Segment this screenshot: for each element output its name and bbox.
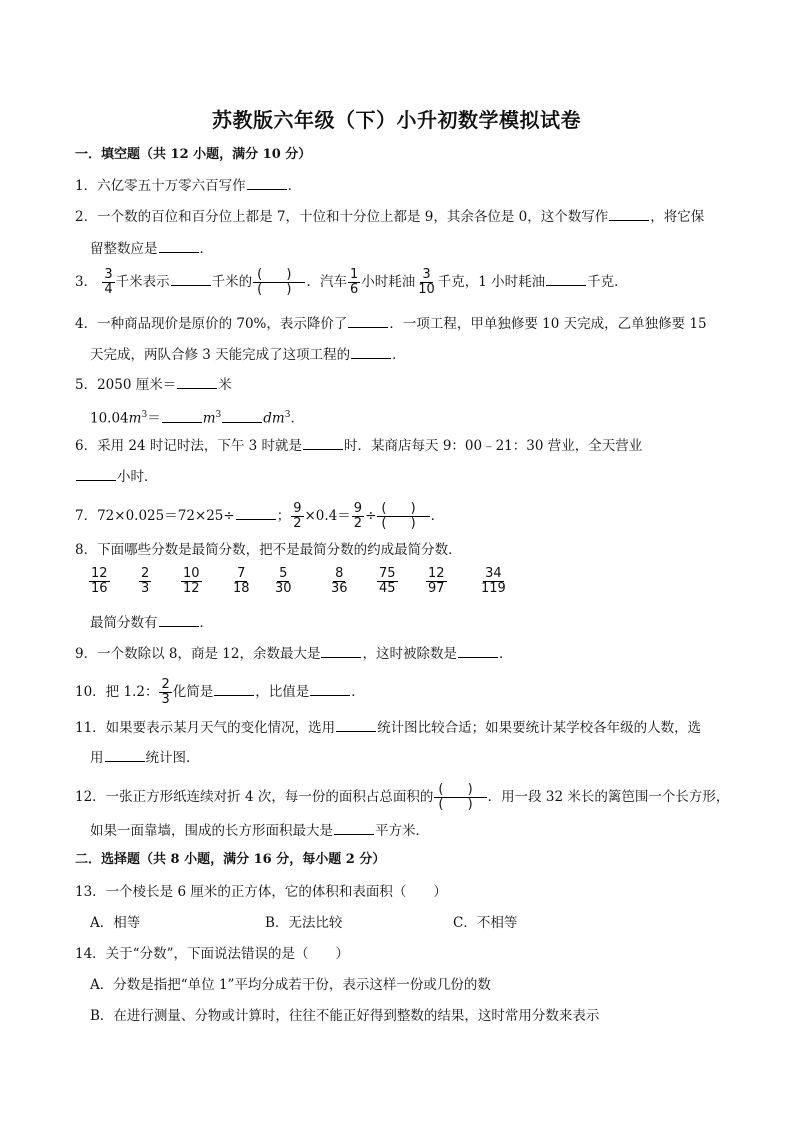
q6-text: 时．某商店每天 9：00﹣21：30 营业，全天营业 — [344, 438, 643, 454]
answer-blank[interactable] — [159, 612, 199, 627]
section-heading-choice: 二．选择题（共 8 小题，满分 16 分，每小题 2 分） — [75, 852, 386, 867]
q9-text: ，这时被除数是 — [362, 646, 457, 662]
answer-blank[interactable] — [177, 374, 217, 389]
q3-text: 小时耗油 — [361, 274, 416, 290]
q13-option-a[interactable]: A．相等 — [90, 915, 141, 931]
question-7 — [75, 502, 444, 531]
question-4 — [75, 313, 707, 334]
question-9 — [75, 643, 512, 664]
q14-option-b[interactable]: B．在进行测量、分物或计算时，往往不能正好得到整数的结果，这时常用分数来表示 — [90, 1008, 600, 1024]
q8-end: ． — [199, 615, 213, 631]
q5-value: 10.04 — [90, 410, 129, 427]
q4-end: ． — [392, 347, 406, 363]
answer-blank[interactable] — [222, 408, 262, 423]
answer-blank[interactable] — [321, 643, 361, 658]
answer-blank[interactable] — [310, 681, 350, 696]
fraction: $\frac{9}{2}$ — [293, 501, 302, 531]
fraction: $\frac{2}{3}$ — [141, 566, 150, 596]
q10-text: ，比值是 — [255, 684, 310, 700]
equals: ＝ — [147, 410, 161, 427]
q5-end: ． — [290, 410, 304, 427]
q4-text: 4．一种商品现价是原价的 70%，表示降价了 — [75, 316, 348, 332]
q11-text: 统计图比较合适；如果要统计某学校各年级的人数，选 — [377, 720, 702, 736]
q5-unit: 米 — [218, 377, 232, 393]
answer-blank[interactable] — [348, 313, 388, 328]
fraction: $\frac{34}{119}$ — [481, 566, 506, 596]
q11-end: 统计图． — [145, 750, 200, 766]
q7-text: ×0.4＝ — [304, 508, 351, 524]
question-11 — [75, 717, 701, 738]
question-2 — [75, 206, 704, 227]
question-12 — [75, 783, 729, 812]
fraction-blank[interactable]: $\frac{( )}{( )}$ — [377, 502, 429, 531]
q3-num: 3． — [75, 274, 98, 290]
q11-text: 11．如果要表示某月天气的变化情况，选用 — [75, 720, 336, 736]
q9-end: ． — [498, 646, 513, 662]
question-5-cont: $10.04m^3= m^3$ $dm^3$． — [90, 405, 304, 429]
q2-text-cont: ，将它保 — [650, 209, 705, 225]
answer-blank[interactable] — [214, 681, 254, 696]
answer-blank[interactable] — [171, 271, 211, 286]
q9-text: 9．一个数除以 8，商是 12，余数最大是 — [75, 646, 321, 662]
q13-option-b[interactable]: B．无法比较 — [265, 915, 343, 931]
q7-end: ． — [430, 508, 445, 524]
question-14: 14．关于“分数”，下面说法错误的是（ ） — [75, 946, 349, 962]
answer-blank[interactable] — [336, 717, 376, 732]
question-5 — [75, 374, 232, 395]
fraction: $\frac{12}{16}$ — [91, 566, 108, 596]
q14-option-a[interactable]: A．分数是指把“单位 1”平均分成若干份，表示这样一份或几份的数 — [90, 977, 491, 993]
q10-end: ． — [351, 684, 365, 700]
q10-text: 10．把 1.2： — [75, 684, 159, 700]
q3-text: 千米表示 — [115, 274, 170, 290]
q11-text: 用 — [90, 750, 104, 766]
question-11-cont — [90, 747, 200, 768]
question-8-answer — [90, 612, 213, 633]
q3-end: 千克． — [587, 274, 628, 290]
q2-text-line2: 留整数应是 — [90, 241, 158, 257]
q3-text: 千克，1 小时耗油 — [437, 274, 546, 290]
question-8: 8．下面哪些分数是最简分数，把不是最简分数的约成最简分数． — [75, 542, 462, 558]
section-heading-fill-blank: 一．填空题（共 12 小题，满分 10 分） — [75, 147, 312, 162]
answer-blank[interactable] — [105, 747, 145, 762]
answer-blank[interactable] — [609, 206, 649, 221]
question-10 — [75, 678, 365, 707]
q4-text: 天完成，两队合修 3 天能完成了这项工程的 — [90, 347, 351, 363]
fraction: $\frac{2}{3}$ — [161, 677, 170, 707]
q2-text: 2．一个数的百位和百分位上都是 7，十位和十分位上都是 9，其余各位是 0，这个数写作 — [75, 209, 609, 225]
q2-end: ． — [199, 241, 213, 257]
q10-text: 化简是 — [172, 684, 214, 700]
fraction: $\frac{12}{97}$ — [428, 566, 445, 596]
question-12-cont — [90, 820, 429, 841]
answer-blank[interactable] — [351, 344, 391, 359]
question-2-cont — [90, 238, 213, 259]
q12-text: ．用一段 32 米长的篱笆围一个长方形， — [487, 789, 730, 805]
question-3 — [75, 268, 628, 297]
fraction: $\frac{3}{4}$ — [104, 267, 113, 297]
answer-blank[interactable] — [76, 466, 116, 481]
answer-blank[interactable] — [546, 271, 586, 286]
q7-sep: ； — [276, 508, 291, 524]
q12-text: 12．一张正方形纸连续对折 4 次，每一份的面积占总面积的 — [75, 789, 434, 805]
fraction-blank[interactable]: $\frac{( )}{( )}$ — [253, 268, 305, 297]
answer-blank[interactable] — [162, 408, 202, 423]
fraction: $\frac{10}{12}$ — [183, 566, 200, 596]
question-6 — [75, 435, 642, 456]
answer-blank[interactable] — [458, 643, 498, 658]
q5-text: 5．2050 厘米＝ — [75, 377, 177, 393]
q13-option-c[interactable]: C．不相等 — [453, 915, 518, 931]
page-title: 苏教版六年级（下）小升初数学模拟试卷 — [212, 108, 581, 132]
fraction: $\frac{1}{6}$ — [349, 267, 359, 297]
fraction: $\frac{9}{2}$ — [353, 501, 363, 531]
q1-end: ． — [287, 178, 302, 194]
answer-blank[interactable] — [303, 435, 343, 450]
q8-text: 最简分数有 — [90, 615, 158, 631]
fraction: $\frac{75}{45}$ — [379, 566, 396, 596]
answer-blank[interactable] — [236, 505, 276, 520]
q4-text: ．一项工程，甲单独修要 10 天完成，乙单独修要 15 — [389, 316, 707, 332]
fraction: $\frac{5}{30}$ — [275, 566, 292, 596]
divide-sign: ÷ — [365, 508, 377, 524]
q3-text: 千米的 — [211, 274, 253, 290]
q6-end: 小时． — [117, 469, 158, 485]
fraction: $\frac{3}{10}$ — [418, 267, 435, 297]
fraction: $\frac{8}{36}$ — [331, 566, 348, 596]
q3-text: ．汽车 — [306, 274, 347, 290]
question-4-cont — [90, 344, 406, 365]
question-6-cont — [75, 466, 158, 487]
question-13: 13．一个棱长是 6 厘米的正方体，它的体积和表面积（ ） — [75, 884, 447, 900]
q12-end: 平方米． — [375, 823, 429, 839]
answer-blank[interactable] — [247, 175, 287, 190]
answer-blank[interactable] — [334, 820, 374, 835]
fraction: $\frac{7}{18}$ — [233, 566, 250, 596]
fraction-blank[interactable]: $\frac{( )}{( )}$ — [434, 783, 486, 812]
question-1 — [75, 175, 301, 196]
q7-text: 7．72×0.025＝72×25÷ — [75, 508, 235, 524]
q6-text: 6．采用 24 时记时法，下午 3 时就是 — [75, 438, 303, 454]
q1-text: 1．六亿零五十万零六百写作 — [75, 178, 246, 194]
answer-blank[interactable] — [159, 238, 199, 253]
q12-text: 如果一面靠墙，围成的长方形面积最大是 — [90, 823, 333, 839]
